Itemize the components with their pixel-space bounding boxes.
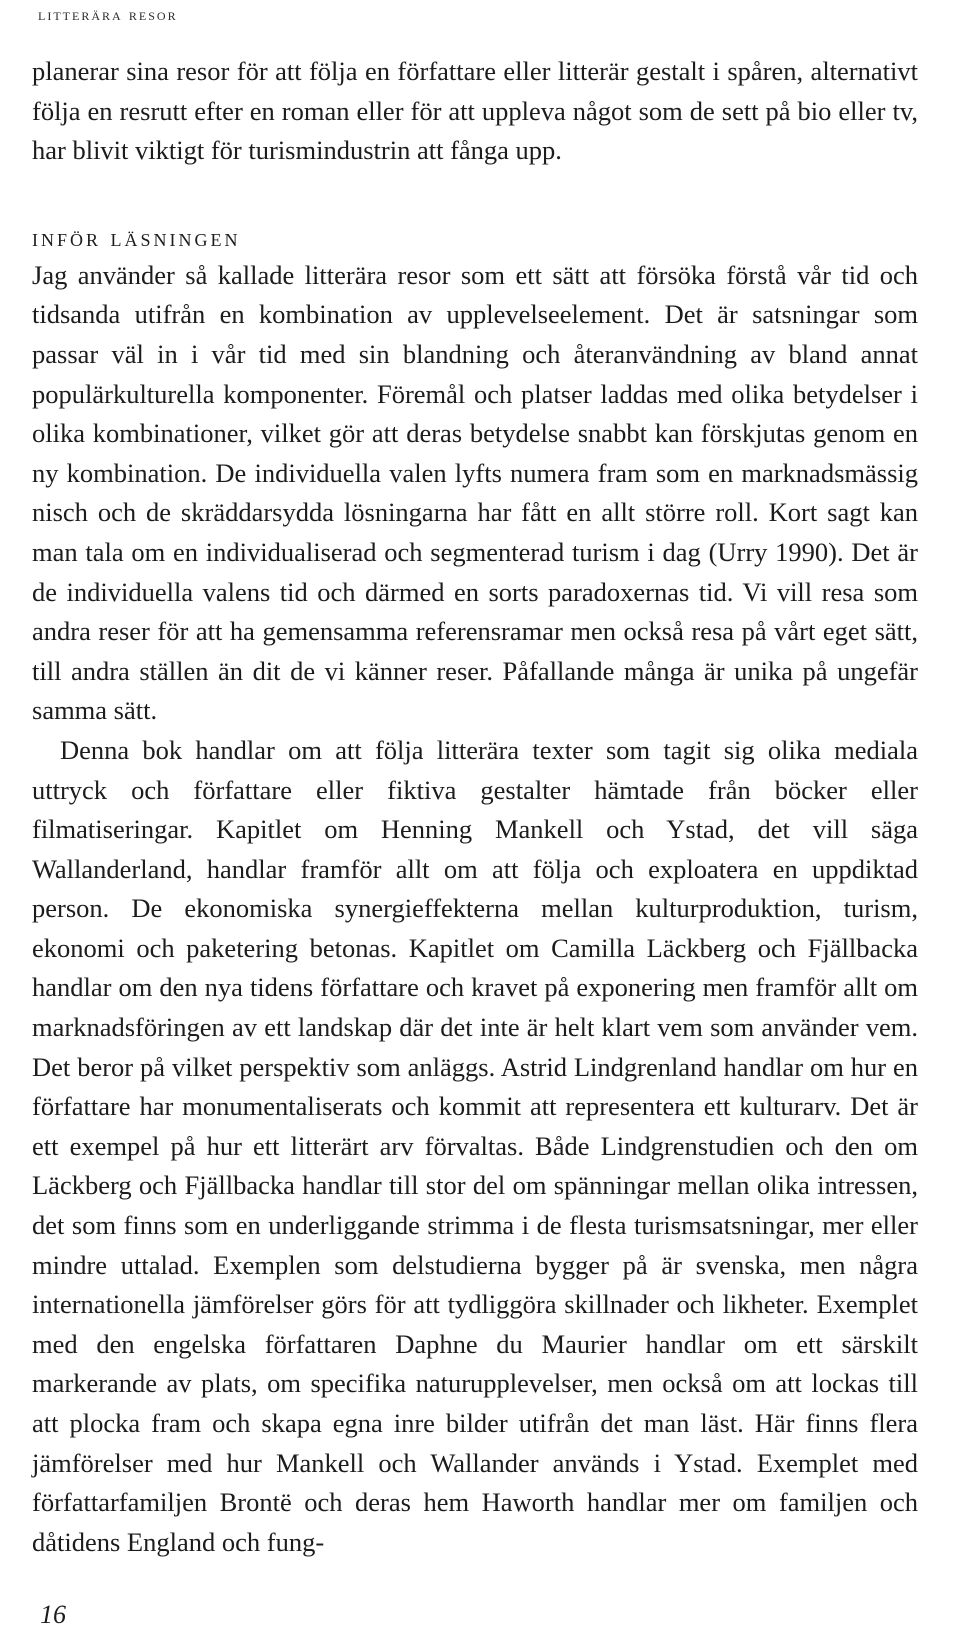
paragraph-continued: planerar sina resor för att följa en författare eller litterär gestalt i spåren, alternativt följa en resrutt efter en roman eller för att uppleva något som de sett på bio eller tv, har blivit viktigt för turismindustrin att fånga upp. bbox=[32, 56, 918, 166]
body-text bbox=[32, 52, 918, 1562]
book-page bbox=[32, 0, 918, 1642]
page-number: 16 bbox=[40, 1600, 66, 1629]
paragraph-1: Jag använder så kallade litterära resor som ett sätt att försöka förstå vår tid och tidsanda utifrån en kombination av upplevelseelement. Det är satsningar som passar väl in i vår tid med sin blandning och återanvändning av bland annat populärkulturella komponenter. Föremål och platser laddas med olika betydelser i olika kombinationer, vilket gör att deras betydelse snabbt kan förskjutas genom en ny kombination. De individuella valen lyfts numera fram som en marknadsmässig nisch och de skräddarsydda lösningarna har fått en allt större roll. Kort sagt kan man tala om en individualiserad och segmenterad turism i dag (Urry 1990). Det är de individuella valens tid och därmed en sorts paradoxernas tid. Vi vill resa som andra reser för att ha gemensamma referensramar men också resa på vårt eget sätt, till andra ställen än dit de vi känner reser. Påfallande många är unika på ungefär samma sätt. bbox=[32, 259, 918, 726]
running-head: litterära resor bbox=[38, 5, 178, 24]
section-heading: inför läsningen bbox=[32, 222, 241, 252]
paragraph-2: Denna bok handlar om att följa litterära texter som tagit sig olika mediala uttryck och författare eller fiktiva gestalter hämtade från böcker eller filmatiseringar. Kapitlet om Henning Mankell och Ystad, det vill säga Wallanderland, handlar framför allt om att följa och exploatera en uppdiktad person. De ekonomiska synergieffekterna mellan kulturproduktion, turism, ekonomi och paketering betonas. Kapitlet om Camilla Läckberg och Fjällbacka handlar om den nya tidens författare och kravet på exponering men framför allt om marknadsföringen av ett landskap där det inte är helt klart vem som använder vem. Det beror på vilket perspektiv som anläggs. Astrid Lindgrenland handlar om hur en författare har monumentaliserats och kommit att representera ett kulturarv. Det är ett exempel på hur ett litterärt arv förvaltas. Både Lindgrenstudien och den om Läckberg och Fjällbacka handlar till stor del om spänningar mellan olika intressen, det som finns som en underliggande strimma i de flesta turismsatsningar, mer eller mindre uttalad. Exemplen som delstudierna bygger på är svenska, men några internationella jämförelser görs för att tydliggöra skillnader och likheter. Exemplet med den engelska författaren Daphne du Maurier handlar om ett särskilt markerande av plats, om specifika naturupplevelser, men också om att lockas till att plocka fram och skapa egna inre bilder utifrån det man läst. Här finns flera jämförelser med hur Mankell och Wallander används i Ystad. Exemplet med författarfamiljen Brontë och deras hem Haworth handlar mer om familjen och dåtidens England och fung- bbox=[32, 734, 918, 1557]
